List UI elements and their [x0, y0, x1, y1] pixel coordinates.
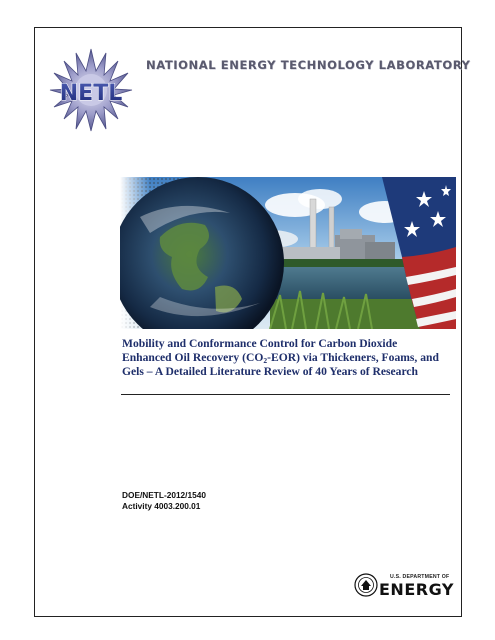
title-divider	[121, 394, 450, 395]
title-line-3: Gels – A Detailed Literature Review of 40 Years of Research	[122, 365, 419, 379]
lab-name: NATIONAL ENERGY TECHNOLOGY LABORATORY	[146, 58, 471, 72]
title-line-2b: -EOR) via Thickeners, Foams, and	[267, 351, 439, 365]
doe-seal-icon	[354, 573, 378, 597]
doe-department-text: U.S. DEPARTMENT OF	[390, 574, 450, 580]
activity-number: Activity 4003.200.01	[122, 500, 201, 511]
cover-banner	[120, 177, 456, 329]
report-number: DOE/NETL-2012/1540	[122, 490, 206, 500]
document-identifiers	[122, 490, 206, 511]
title-line-1: Mobility and Conformance Control for Carbon Dioxide	[122, 337, 398, 350]
netl-logo	[46, 45, 136, 135]
doe-logo	[354, 572, 454, 600]
title-line-2-subscript: 2	[263, 356, 268, 366]
doe-energy-text: ENERGY	[379, 580, 454, 599]
netl-logo-text: NETL	[59, 81, 123, 106]
title-line-2	[122, 351, 452, 365]
document-title	[122, 337, 452, 380]
title-line-2a: Enhanced Oil Recovery (CO	[122, 351, 264, 365]
